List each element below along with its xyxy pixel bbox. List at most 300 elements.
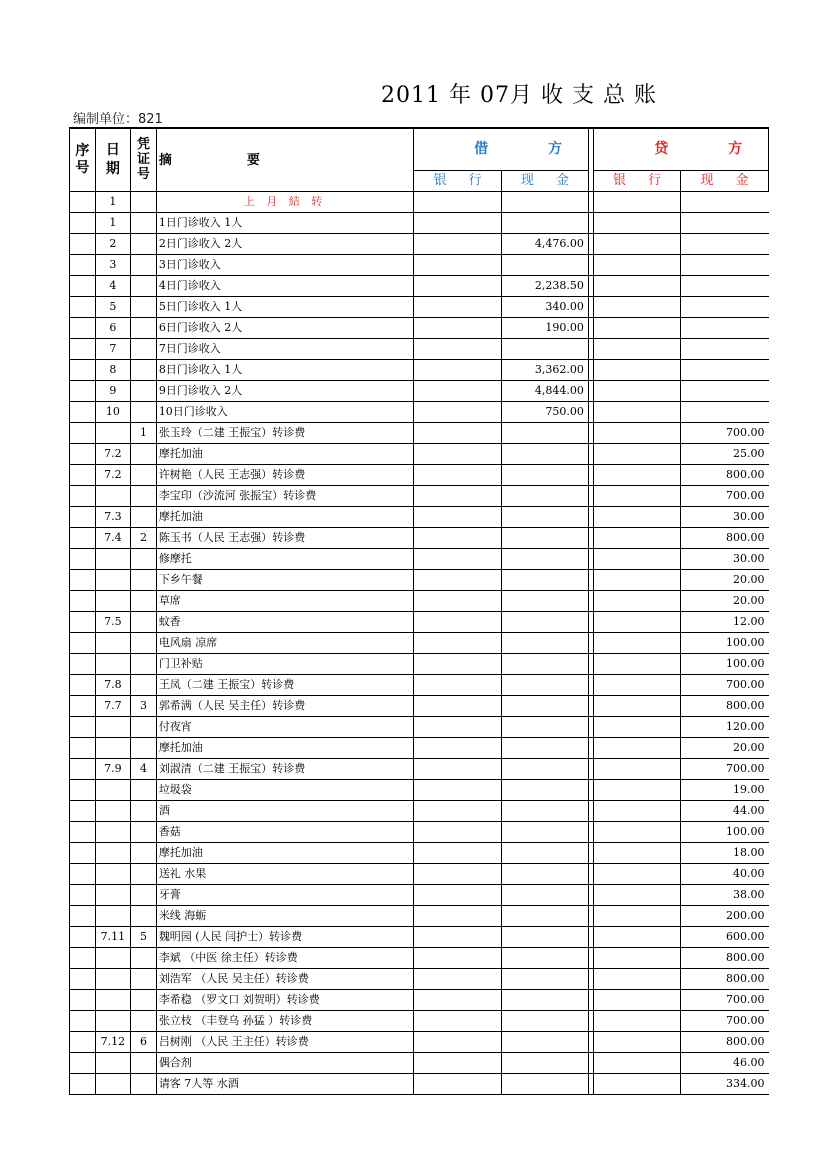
- row-debit-bank: [414, 738, 502, 759]
- row-seq: [70, 234, 96, 255]
- row-seq: [70, 990, 96, 1011]
- table-row: [70, 1074, 769, 1095]
- row-credit-bank: [594, 780, 681, 801]
- row-credit-bank: [594, 213, 681, 234]
- row-credit-cash: 800.00: [681, 696, 769, 717]
- row-date: [95, 591, 130, 612]
- row-seq: [70, 696, 96, 717]
- row-debit-bank: [414, 402, 502, 423]
- row-summary: 请客 7人等 水酒: [156, 1074, 413, 1095]
- row-credit-cash: 700.00: [681, 1011, 769, 1032]
- row-debit-cash: [502, 717, 589, 738]
- row-credit-cash: 700.00: [681, 759, 769, 780]
- row-debit-cash: [502, 948, 589, 969]
- row-date: [95, 1074, 130, 1095]
- row-debit-cash: 4,476.00: [502, 234, 589, 255]
- row-voucher: [131, 381, 157, 402]
- table-row: [70, 969, 769, 990]
- row-debit-cash: [502, 1011, 589, 1032]
- table-row: [70, 234, 769, 255]
- row-debit-cash: [502, 1053, 589, 1074]
- table-row: [70, 360, 769, 381]
- table-row: [70, 1032, 769, 1053]
- row-voucher: 2: [131, 528, 157, 549]
- row-summary: 摩托加油: [156, 738, 413, 759]
- row-credit-cash: [681, 234, 769, 255]
- row-summary: 蚊香: [156, 612, 413, 633]
- row-summary: 香菇: [156, 822, 413, 843]
- row-debit-bank: [414, 507, 502, 528]
- row-debit-bank: [414, 276, 502, 297]
- row-date: [95, 423, 130, 444]
- row-voucher: [131, 507, 157, 528]
- row-debit-bank: [414, 234, 502, 255]
- row-debit-cash: [502, 906, 589, 927]
- row-debit-bank: [414, 255, 502, 276]
- ledger-header: [70, 128, 803, 192]
- row-date: 7.8: [95, 675, 130, 696]
- row-summary: 9日门诊收入 2人: [156, 381, 413, 402]
- row-seq: [70, 759, 96, 780]
- row-credit-cash: 800.00: [681, 1032, 769, 1053]
- row-seq: [70, 465, 96, 486]
- row-debit-bank: [414, 381, 502, 402]
- row-debit-cash: [502, 696, 589, 717]
- row-credit-bank: [594, 1074, 681, 1095]
- row-credit-bank: [594, 507, 681, 528]
- row-voucher: [131, 906, 157, 927]
- row-voucher: [131, 591, 157, 612]
- row-voucher: [131, 192, 157, 213]
- row-summary: 2日门诊收入 2人: [156, 234, 413, 255]
- row-credit-bank: [594, 1011, 681, 1032]
- row-seq: [70, 780, 96, 801]
- row-date: [95, 864, 130, 885]
- row-debit-bank: [414, 612, 502, 633]
- row-credit-cash: 18.00: [681, 843, 769, 864]
- row-seq: [70, 192, 96, 213]
- row-summary: 下乡午餐: [156, 570, 413, 591]
- table-row: [70, 549, 769, 570]
- row-debit-bank: [414, 1074, 502, 1095]
- row-voucher: [131, 549, 157, 570]
- row-debit-cash: [502, 1074, 589, 1095]
- row-credit-bank: [594, 612, 681, 633]
- row-summary: 摩托加油: [156, 444, 413, 465]
- table-row: [70, 612, 769, 633]
- row-debit-bank: [414, 780, 502, 801]
- table-row: [70, 906, 769, 927]
- table-row: [70, 591, 769, 612]
- row-debit-cash: [502, 1032, 589, 1053]
- row-seq: [70, 360, 96, 381]
- row-credit-cash: 46.00: [681, 1053, 769, 1074]
- row-summary: 付夜宵: [156, 717, 413, 738]
- table-row: [70, 381, 769, 402]
- row-seq: [70, 1032, 96, 1053]
- row-voucher: [131, 570, 157, 591]
- table-row: [70, 885, 769, 906]
- header-credit: 贷方: [594, 128, 769, 171]
- table-row: [70, 864, 769, 885]
- row-seq: [70, 381, 96, 402]
- row-seq: [70, 276, 96, 297]
- header-voucher: 凭证号: [131, 128, 157, 192]
- row-seq: [70, 570, 96, 591]
- row-debit-bank: [414, 1053, 502, 1074]
- row-summary: 1日门诊收入 1人: [156, 213, 413, 234]
- row-summary: 摩托加油: [156, 843, 413, 864]
- table-row: [70, 213, 769, 234]
- row-credit-cash: [681, 402, 769, 423]
- row-credit-bank: [594, 927, 681, 948]
- row-summary: 5日门诊收入 1人: [156, 297, 413, 318]
- row-debit-bank: [414, 801, 502, 822]
- row-date: [95, 822, 130, 843]
- row-seq: [70, 423, 96, 444]
- table-row: [70, 1011, 769, 1032]
- row-voucher: 3: [131, 696, 157, 717]
- row-debit-bank: [414, 549, 502, 570]
- row-credit-bank: [594, 234, 681, 255]
- row-credit-cash: [681, 297, 769, 318]
- row-debit-cash: [502, 339, 589, 360]
- row-date: [95, 990, 130, 1011]
- row-seq: [70, 822, 96, 843]
- row-date: 7.3: [95, 507, 130, 528]
- row-voucher: [131, 339, 157, 360]
- table-row: [70, 465, 769, 486]
- row-debit-cash: 190.00: [502, 318, 589, 339]
- row-debit-bank: [414, 1011, 502, 1032]
- row-debit-cash: [502, 486, 589, 507]
- row-credit-cash: 700.00: [681, 675, 769, 696]
- row-credit-cash: 700.00: [681, 990, 769, 1011]
- row-debit-bank: [414, 1032, 502, 1053]
- table-row: [70, 528, 769, 549]
- row-summary: 摩托加油: [156, 507, 413, 528]
- row-voucher: [131, 1011, 157, 1032]
- row-summary: 修摩托: [156, 549, 413, 570]
- row-credit-bank: [594, 591, 681, 612]
- row-voucher: [131, 234, 157, 255]
- row-debit-bank: [414, 297, 502, 318]
- row-summary: 3日门诊收入: [156, 255, 413, 276]
- row-credit-cash: 100.00: [681, 633, 769, 654]
- row-date: 10: [95, 402, 130, 423]
- row-summary: 酒: [156, 801, 413, 822]
- row-voucher: [131, 738, 157, 759]
- unit-label: 编制单位：821: [73, 112, 163, 127]
- row-credit-cash: 120.00: [681, 717, 769, 738]
- table-row: [70, 192, 769, 213]
- table-row: [70, 507, 769, 528]
- row-seq: [70, 717, 96, 738]
- row-seq: [70, 339, 96, 360]
- row-debit-bank: [414, 213, 502, 234]
- row-debit-bank: [414, 843, 502, 864]
- row-debit-cash: 3,362.00: [502, 360, 589, 381]
- row-debit-cash: [502, 885, 589, 906]
- row-seq: [70, 612, 96, 633]
- row-credit-bank: [594, 864, 681, 885]
- row-credit-cash: 40.00: [681, 864, 769, 885]
- row-debit-cash: [502, 990, 589, 1011]
- row-credit-cash: 800.00: [681, 969, 769, 990]
- row-credit-cash: 12.00: [681, 612, 769, 633]
- row-voucher: 4: [131, 759, 157, 780]
- row-summary: 王凤（二建 王振宝）转诊费: [156, 675, 413, 696]
- table-row: [70, 927, 769, 948]
- row-date: 6: [95, 318, 130, 339]
- row-date: [95, 717, 130, 738]
- row-summary: 刘淑清（二建 王振宝）转诊费: [156, 759, 413, 780]
- row-debit-bank: [414, 990, 502, 1011]
- row-date: [95, 570, 130, 591]
- row-date: 5: [95, 297, 130, 318]
- table-row: [70, 717, 769, 738]
- table-row: [70, 402, 769, 423]
- row-summary: 牙膏: [156, 885, 413, 906]
- row-debit-cash: [502, 864, 589, 885]
- row-summary: 垃圾袋: [156, 780, 413, 801]
- table-row: [70, 318, 769, 339]
- header-seq: 序号: [70, 128, 96, 192]
- row-credit-bank: [594, 906, 681, 927]
- row-credit-cash: 700.00: [681, 423, 769, 444]
- row-debit-cash: [502, 927, 589, 948]
- ledger-title: 2011 年 07月 收 支 总 账: [381, 83, 657, 108]
- row-credit-cash: 334.00: [681, 1074, 769, 1095]
- table-row: [70, 276, 769, 297]
- row-date: [95, 633, 130, 654]
- row-summary: 门卫补贴: [156, 654, 413, 675]
- row-debit-cash: [502, 654, 589, 675]
- row-credit-bank: [594, 402, 681, 423]
- header-debit: 借方: [414, 128, 589, 171]
- row-debit-cash: [502, 423, 589, 444]
- row-debit-cash: 340.00: [502, 297, 589, 318]
- row-credit-bank: [594, 381, 681, 402]
- row-summary: 张玉玲（二建 王振宝）转诊费: [156, 423, 413, 444]
- row-debit-cash: [502, 843, 589, 864]
- row-debit-bank: [414, 948, 502, 969]
- row-credit-cash: [681, 276, 769, 297]
- row-summary: 魏明园 (人民 闫护士）转诊费: [156, 927, 413, 948]
- row-debit-cash: [502, 591, 589, 612]
- row-credit-cash: 600.00: [681, 927, 769, 948]
- row-seq: [70, 213, 96, 234]
- header-credit-bank: 银 行: [594, 171, 681, 192]
- row-debit-cash: [502, 675, 589, 696]
- row-credit-cash: 44.00: [681, 801, 769, 822]
- row-debit-bank: [414, 696, 502, 717]
- row-debit-cash: [502, 759, 589, 780]
- row-debit-bank: [414, 759, 502, 780]
- table-row: [70, 570, 769, 591]
- row-date: 2: [95, 234, 130, 255]
- row-voucher: 1: [131, 423, 157, 444]
- row-seq: [70, 801, 96, 822]
- row-debit-bank: [414, 423, 502, 444]
- row-credit-cash: [681, 255, 769, 276]
- row-credit-bank: [594, 549, 681, 570]
- row-date: 7.4: [95, 528, 130, 549]
- row-credit-cash: 30.00: [681, 507, 769, 528]
- row-debit-cash: [502, 969, 589, 990]
- row-summary: 偶合剂: [156, 1053, 413, 1074]
- row-seq: [70, 1011, 96, 1032]
- row-debit-cash: 750.00: [502, 402, 589, 423]
- table-row: [70, 654, 769, 675]
- row-credit-cash: [681, 213, 769, 234]
- row-debit-cash: [502, 780, 589, 801]
- row-date: 7.2: [95, 465, 130, 486]
- row-voucher: [131, 1053, 157, 1074]
- row-seq: [70, 885, 96, 906]
- row-summary: 10日门诊收入: [156, 402, 413, 423]
- row-credit-bank: [594, 255, 681, 276]
- row-credit-bank: [594, 822, 681, 843]
- row-debit-cash: [502, 570, 589, 591]
- row-credit-cash: [681, 339, 769, 360]
- row-voucher: [131, 297, 157, 318]
- row-date: [95, 486, 130, 507]
- row-debit-bank: [414, 339, 502, 360]
- row-debit-bank: [414, 675, 502, 696]
- row-date: [95, 906, 130, 927]
- row-seq: [70, 864, 96, 885]
- table-row: [70, 423, 769, 444]
- row-seq: [70, 969, 96, 990]
- table-row: [70, 1053, 769, 1074]
- row-voucher: [131, 255, 157, 276]
- table-row: [70, 990, 769, 1011]
- row-credit-bank: [594, 528, 681, 549]
- row-voucher: [131, 402, 157, 423]
- row-credit-cash: [681, 381, 769, 402]
- row-debit-bank: [414, 885, 502, 906]
- row-credit-cash: 100.00: [681, 822, 769, 843]
- table-row: [70, 444, 769, 465]
- row-seq: [70, 738, 96, 759]
- row-seq: [70, 906, 96, 927]
- row-date: [95, 738, 130, 759]
- row-credit-cash: 800.00: [681, 948, 769, 969]
- row-credit-bank: [594, 570, 681, 591]
- header-date: 日期: [95, 128, 130, 192]
- row-credit-bank: [594, 801, 681, 822]
- row-credit-bank: [594, 843, 681, 864]
- row-credit-cash: 20.00: [681, 738, 769, 759]
- row-summary: 许树艳（人民 王志强）转诊费: [156, 465, 413, 486]
- row-voucher: 6: [131, 1032, 157, 1053]
- row-credit-bank: [594, 948, 681, 969]
- row-credit-bank: [594, 339, 681, 360]
- row-voucher: [131, 633, 157, 654]
- table-row: [70, 486, 769, 507]
- row-credit-bank: [594, 318, 681, 339]
- row-credit-bank: [594, 885, 681, 906]
- row-credit-cash: 38.00: [681, 885, 769, 906]
- row-voucher: [131, 990, 157, 1011]
- row-summary: 李斌 （中医 徐主任）转诊费: [156, 948, 413, 969]
- row-debit-bank: [414, 654, 502, 675]
- row-seq: [70, 843, 96, 864]
- row-seq: [70, 927, 96, 948]
- row-debit-cash: [502, 255, 589, 276]
- table-row: [70, 843, 769, 864]
- row-voucher: [131, 318, 157, 339]
- table-row: [70, 675, 769, 696]
- row-credit-bank: [594, 633, 681, 654]
- row-voucher: [131, 213, 157, 234]
- row-credit-bank: [594, 738, 681, 759]
- table-row: [70, 759, 769, 780]
- row-voucher: [131, 675, 157, 696]
- table-row: [70, 633, 769, 654]
- row-seq: [70, 444, 96, 465]
- row-debit-bank: [414, 444, 502, 465]
- row-debit-bank: [414, 969, 502, 990]
- row-credit-cash: 30.00: [681, 549, 769, 570]
- row-voucher: [131, 843, 157, 864]
- table-row: [70, 801, 769, 822]
- row-debit-cash: [502, 528, 589, 549]
- row-date: [95, 885, 130, 906]
- row-seq: [70, 1074, 96, 1095]
- row-debit-cash: [502, 465, 589, 486]
- row-summary: 刘浩军 （人民 吴主任）转诊费: [156, 969, 413, 990]
- row-date: 4: [95, 276, 130, 297]
- row-credit-bank: [594, 486, 681, 507]
- row-seq: [70, 402, 96, 423]
- row-summary: 送礼 水果: [156, 864, 413, 885]
- row-seq: [70, 948, 96, 969]
- row-debit-cash: [502, 738, 589, 759]
- row-debit-cash: [502, 612, 589, 633]
- row-summary: 8日门诊收入 1人: [156, 360, 413, 381]
- row-voucher: [131, 969, 157, 990]
- row-credit-cash: [681, 318, 769, 339]
- row-debit-bank: [414, 528, 502, 549]
- row-summary: 郭希满（人民 吴主任）转诊费: [156, 696, 413, 717]
- row-seq: [70, 297, 96, 318]
- row-seq: [70, 633, 96, 654]
- row-seq: [70, 486, 96, 507]
- row-voucher: [131, 465, 157, 486]
- row-voucher: [131, 612, 157, 633]
- row-date: 7: [95, 339, 130, 360]
- row-credit-bank: [594, 1053, 681, 1074]
- table-row: [70, 255, 769, 276]
- row-summary: 6日门诊收入 2人: [156, 318, 413, 339]
- header-debit-bank: 银 行: [414, 171, 502, 192]
- row-date: [95, 654, 130, 675]
- row-summary: 4日门诊收入: [156, 276, 413, 297]
- row-credit-bank: [594, 969, 681, 990]
- row-seq: [70, 507, 96, 528]
- row-credit-bank: [594, 759, 681, 780]
- row-debit-bank: [414, 465, 502, 486]
- row-credit-bank: [594, 654, 681, 675]
- row-credit-cash: 200.00: [681, 906, 769, 927]
- row-credit-cash: 20.00: [681, 591, 769, 612]
- row-credit-bank: [594, 465, 681, 486]
- row-summary: 张立枝 （丰登乌 孙猛 ）转诊费: [156, 1011, 413, 1032]
- row-debit-bank: [414, 906, 502, 927]
- header-summary: 摘 要: [156, 128, 413, 192]
